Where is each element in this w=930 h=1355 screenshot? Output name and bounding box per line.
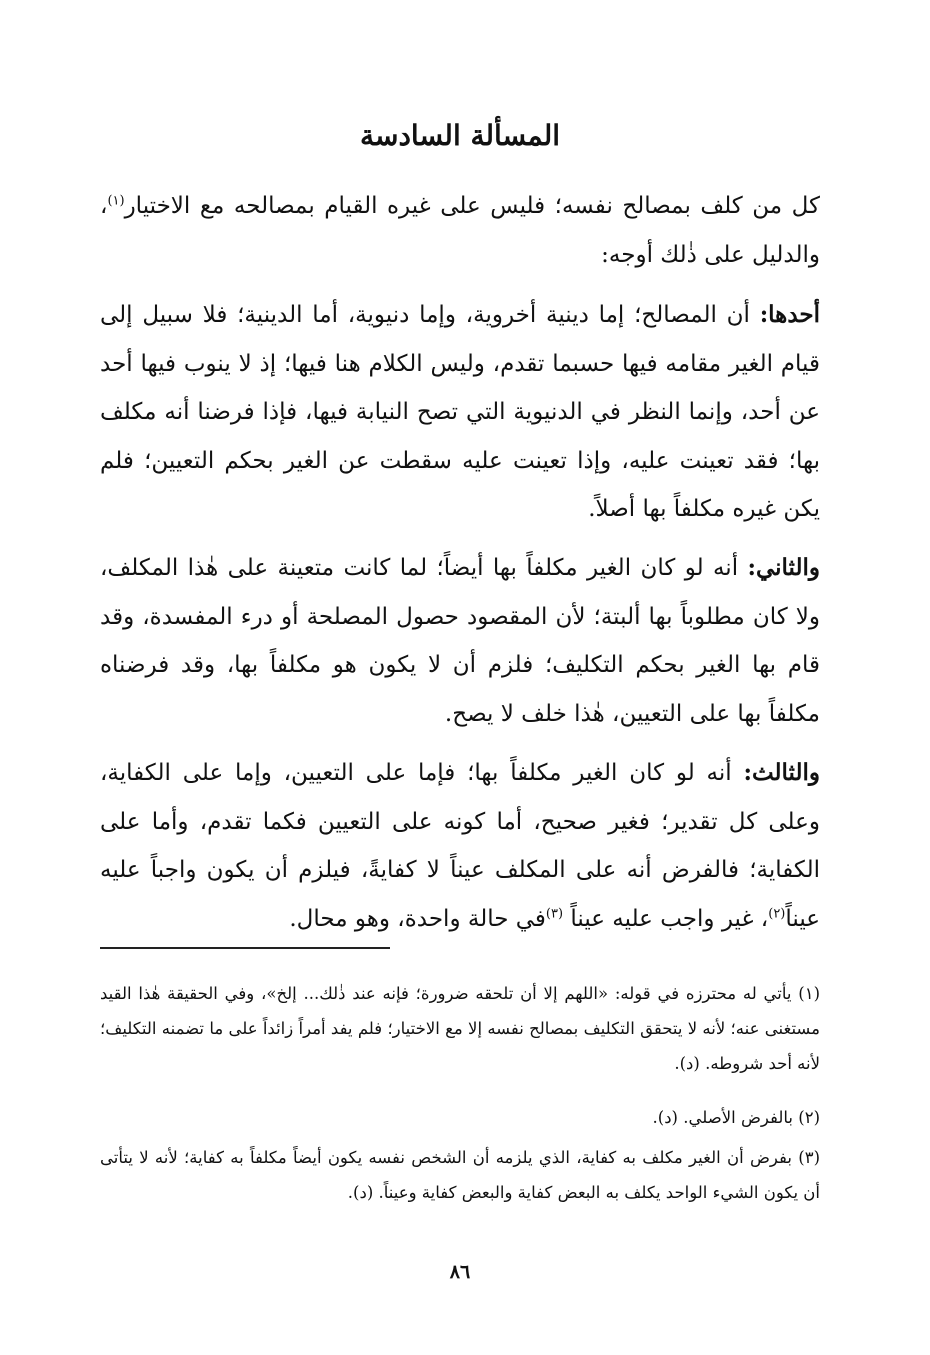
point-second-text: أنه لو كان الغير مكلفاً بها أيضاً؛ لما كانت متعينة على هٰذا المكلف، ولا كان مطلوباً بها ألبتة؛ لأن المقصود حصول المصلحة أو درء المفسدة، وقد قام بها الغير بحكم التكليف؛ فلزم أن لا يكون هو مكلفاً بها، وقد فرضناه مكلفاً بها على التعيين، هٰذا خلف لا يصح.: [100, 555, 820, 727]
intro-paragraph: [100, 182, 820, 279]
point-first-lead: أحدها:: [759, 301, 820, 328]
page-number: ٨٦: [449, 1261, 471, 1283]
point-third-tail: في حالة واحدة، وهو محال.: [289, 905, 546, 932]
point-first-text: أن المصالح؛ إما دينية أخروية، وإما دنيوية، أما الدينية؛ فلا سبيل إلى قيام الغير مقامه فيها حسبما تقدم، وليس الكلام هنا فيها؛ إذ لا ينوب فيها أحد عن أحد، وإنما النظر في الدنيوية التي تصح النيابة فيها، فإذا فرضنا أنه مكلف بها؛ فقد تعينت عليه، وإذا تعينت عليه سقطت عن الغير بحكم التعيين؛ فلم يكن غيره مكلفاً بها أصلاً.: [100, 302, 820, 522]
point-first: [100, 291, 820, 534]
chapter-title: المسألة السادسة: [359, 119, 561, 152]
point-third-mid: ، غير واجب عليه عيناً: [563, 905, 769, 932]
footnote-divider: [100, 947, 390, 949]
point-third-lead: والثالث:: [743, 759, 820, 786]
point-second: [100, 544, 820, 738]
book-page: [100, 0, 820, 1355]
footnote-1: (١) يأتي له محترزه في قوله: «اللهم إلا أن تلحقه ضرورة؛ فإنه عند ذٰلك... إلخ»، وفي الحقيقة هٰذا القيد مستغنى عنه؛ لأنه لا يتحقق التكليف بمصالح نفسه إلا مع الاختيار؛ فلم يفد أمراً زائداً على ما تضمنه التكليف؛ لأنه أحد شروطه. (د).: [100, 984, 820, 1073]
point-second-lead: والثاني:: [747, 554, 820, 581]
point-third: [100, 749, 820, 943]
footnote-ref-3[interactable]: (٣): [545, 905, 564, 921]
intro-text: كل من كلف بمصالح نفسه؛ فليس على غيره القيام بمصالحه مع الاختيار: [124, 193, 820, 219]
intro-tail: ، والدليل على ذٰلك أوجه:: [100, 193, 820, 268]
footnote-3: (٣) بفرض أن الغير مكلف به كفاية، الذي يلزمه أن الشخص نفسه يكون أيضاً مكلفاً به كفاية؛ لأنه لا يتأتى أن يكون الشيء الواحد يكلف به البعض كفاية والبعض كفاية وعيناً. (د).: [100, 1148, 820, 1202]
footnote-2: (٢) بالفرض الأصلي. (د).: [652, 1108, 820, 1127]
point-third-text: أنه لو كان الغير مكلفاً بها؛ فإما على التعيين، وإما على الكفاية، وعلى كل تقدير؛ فغير صحيح، أما كونه على التعيين فكما تقدم، وأما على الكفاية؛ فالفرض أنه على المكلف عيناً لا كفايةً، فيلزم أن يكون واجباً عليه عيناً: [100, 760, 820, 932]
footnote-ref-1[interactable]: (١): [107, 193, 125, 209]
footnote-ref-2[interactable]: (٢): [768, 905, 786, 921]
